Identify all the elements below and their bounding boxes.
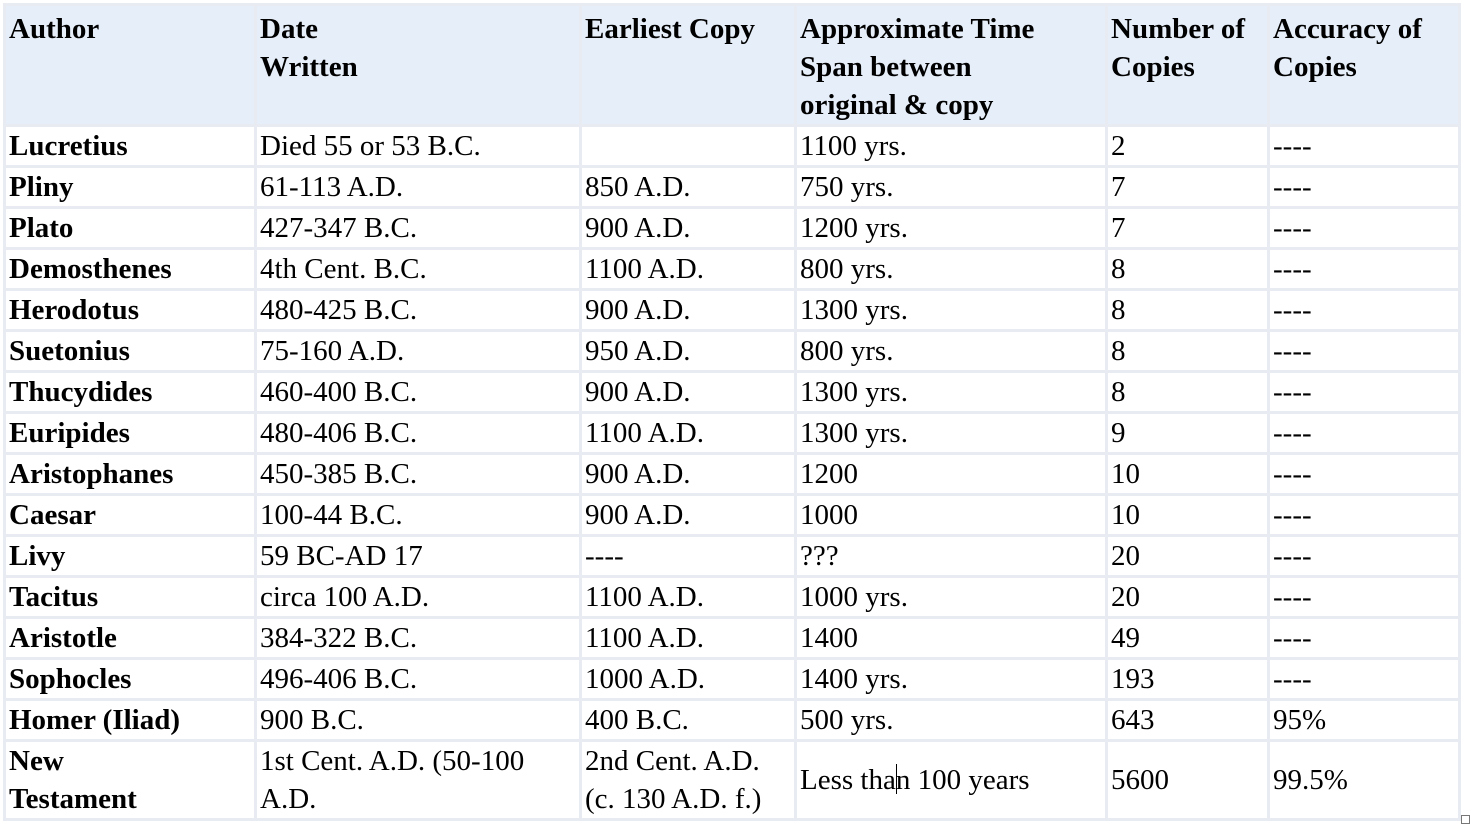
cell-earliest-copy[interactable] — [581, 167, 796, 208]
cell-date-written[interactable] — [256, 700, 581, 741]
cell-author-text: Suetonius — [9, 335, 130, 367]
cell-number-of-copies[interactable] — [1107, 249, 1269, 290]
header-span-line-2: Span between — [800, 51, 972, 83]
manuscript-comparison-table[interactable] — [3, 3, 1461, 821]
cell-time-span-text: 1300 yrs. — [800, 376, 908, 408]
cell-date-written[interactable] — [256, 577, 581, 618]
cell-number-of-copies-text: 7 — [1111, 171, 1126, 203]
cell-earliest-copy[interactable] — [581, 618, 796, 659]
cell-earliest-copy-text: 1100 A.D. — [585, 581, 704, 613]
cell-date-written-text: 460-400 B.C. — [260, 376, 418, 408]
cell-accuracy[interactable] — [1269, 126, 1460, 167]
table-body-last — [5, 741, 1460, 820]
cell-accuracy[interactable] — [1269, 208, 1460, 249]
manuscript-table-container — [3, 3, 1458, 821]
header-date-written[interactable] — [256, 5, 581, 126]
cell-author-text: Thucydides — [9, 376, 153, 408]
cell-author[interactable] — [5, 618, 256, 659]
cell-earliest-copy[interactable] — [581, 454, 796, 495]
cell-author[interactable] — [5, 126, 256, 167]
header-time-span[interactable] — [796, 5, 1107, 126]
header-author-line: Author — [9, 13, 100, 45]
table-body — [5, 126, 1460, 741]
cell-accuracy[interactable] — [1269, 454, 1460, 495]
cell-date-line-2: A.D. — [260, 783, 317, 815]
cell-author-line-2: Testament — [9, 783, 137, 815]
cell-number-of-copies[interactable] — [1107, 700, 1269, 741]
cell-earliest-copy[interactable] — [581, 331, 796, 372]
cell-author[interactable] — [5, 331, 256, 372]
cell-author-text: Pliny — [9, 171, 74, 203]
cell-earliest-copy-text: 1000 A.D. — [585, 663, 706, 695]
cell-earliest-copy[interactable] — [581, 577, 796, 618]
header-accuracy[interactable] — [1269, 5, 1460, 126]
header-number-of-copies[interactable] — [1107, 5, 1269, 126]
cell-number-of-copies-text: 193 — [1111, 663, 1155, 695]
cell-number-of-copies-text: 10 — [1111, 458, 1140, 490]
cell-accuracy[interactable] — [1269, 249, 1460, 290]
cell-author[interactable] — [5, 454, 256, 495]
cell-accuracy-text: 99.5% — [1273, 764, 1348, 796]
cell-date-line-1: 1st Cent. A.D. (50-100 — [260, 745, 525, 777]
cell-span-text-before: Less tha — [800, 764, 896, 796]
cell-earliest-copy-text: 900 A.D. — [585, 212, 691, 244]
cell-earliest-copy[interactable] — [581, 208, 796, 249]
cell-author-text: Aristophanes — [9, 458, 174, 490]
header-accuracy-line-2: Copies — [1273, 51, 1357, 83]
cell-author-text: Sophocles — [9, 663, 132, 695]
cell-number-of-copies-text: 2 — [1111, 130, 1126, 162]
cell-date-written-text: 480-425 B.C. — [260, 294, 418, 326]
cell-author-line-1: New — [9, 745, 64, 777]
cell-time-span[interactable] — [796, 249, 1107, 290]
cell-date-written-text: 384-322 B.C. — [260, 622, 418, 654]
cell-date-written-text: 450-385 B.C. — [260, 458, 418, 490]
cell-date-written[interactable] — [256, 495, 581, 536]
table-row-new-testament — [5, 741, 1460, 820]
cell-number-of-copies[interactable] — [1107, 618, 1269, 659]
table-row — [5, 454, 1460, 495]
cell-author[interactable] — [5, 167, 256, 208]
cell-number-of-copies[interactable] — [1107, 577, 1269, 618]
cell-accuracy[interactable] — [1269, 536, 1460, 577]
cell-author[interactable] — [5, 659, 256, 700]
cell-date-written-text: circa 100 A.D. — [260, 581, 430, 613]
cell-date-written-text: 496-406 B.C. — [260, 663, 418, 695]
cell-number-of-copies[interactable] — [1107, 126, 1269, 167]
cell-accuracy-text: ---- — [1273, 294, 1312, 326]
cell-earliest-copy-text: 1100 A.D. — [585, 417, 704, 449]
cell-earliest-copy-text: 400 B.C. — [585, 704, 689, 736]
cell-accuracy[interactable] — [1269, 495, 1460, 536]
cell-number-of-copies-text: 8 — [1111, 253, 1126, 285]
header-date-line-2: Written — [260, 51, 358, 83]
cell-date-written-text: 100-44 B.C. — [260, 499, 403, 531]
cell-author[interactable] — [5, 700, 256, 741]
cell-date-written[interactable] — [256, 741, 581, 820]
cell-earliest-copy[interactable] — [581, 372, 796, 413]
cell-earliest-copy-text: 900 A.D. — [585, 376, 691, 408]
table-row — [5, 618, 1460, 659]
cell-number-of-copies[interactable] — [1107, 290, 1269, 331]
cell-earliest-copy-text: 950 A.D. — [585, 335, 691, 367]
cell-accuracy-text: ---- — [1273, 581, 1312, 613]
cell-number-of-copies-text: 8 — [1111, 376, 1126, 408]
cell-number-of-copies-text: 10 — [1111, 499, 1140, 531]
cell-number-of-copies[interactable] — [1107, 659, 1269, 700]
cell-date-written[interactable] — [256, 208, 581, 249]
cell-number-of-copies[interactable] — [1107, 331, 1269, 372]
cell-span-text-after: n 100 years — [895, 764, 1030, 796]
cell-author-text: Tacitus — [9, 581, 99, 613]
cell-time-span-text: 1200 — [800, 458, 858, 490]
cell-accuracy-text: ---- — [1273, 622, 1312, 654]
table-row — [5, 536, 1460, 577]
cell-number-of-copies[interactable] — [1107, 454, 1269, 495]
cell-number-of-copies[interactable] — [1107, 536, 1269, 577]
cell-author-text: Aristotle — [9, 622, 117, 654]
cell-date-written[interactable] — [256, 249, 581, 290]
cell-author-text: Homer (Iliad) — [9, 704, 181, 736]
cell-time-span-text: 1300 yrs. — [800, 294, 908, 326]
cell-accuracy[interactable] — [1269, 618, 1460, 659]
cell-earliest-line-2: (c. 130 A.D. f.) — [585, 783, 762, 815]
cell-accuracy-text: ---- — [1273, 171, 1312, 203]
cell-time-span[interactable] — [796, 167, 1107, 208]
cell-author-text: Plato — [9, 212, 74, 244]
cell-earliest-line-1: 2nd Cent. A.D. — [585, 745, 760, 777]
cell-date-written[interactable] — [256, 618, 581, 659]
cell-author[interactable] — [5, 536, 256, 577]
cell-time-span[interactable] — [796, 741, 1107, 820]
cell-author[interactable] — [5, 372, 256, 413]
cell-author[interactable] — [5, 741, 256, 820]
cell-accuracy[interactable] — [1269, 659, 1460, 700]
cell-date-written[interactable] — [256, 413, 581, 454]
cell-author[interactable] — [5, 495, 256, 536]
cell-number-of-copies[interactable] — [1107, 413, 1269, 454]
cell-number-of-copies[interactable] — [1107, 495, 1269, 536]
cell-time-span-text: 1000 yrs. — [800, 581, 908, 613]
cell-earliest-copy[interactable] — [581, 700, 796, 741]
header-number-line-1: Number of — [1111, 13, 1245, 45]
cell-number-of-copies[interactable] — [1107, 741, 1269, 820]
cell-author[interactable] — [5, 290, 256, 331]
cell-author[interactable] — [5, 577, 256, 618]
cell-time-span-text: 750 yrs. — [800, 171, 894, 203]
table-row — [5, 331, 1460, 372]
cell-time-span-text: 1300 yrs. — [800, 417, 908, 449]
header-accuracy-line-1: Accuracy of — [1273, 13, 1422, 45]
cell-accuracy-text: ---- — [1273, 458, 1312, 490]
cell-time-span-text: 1000 — [800, 499, 858, 531]
cell-time-span[interactable] — [796, 536, 1107, 577]
table-row — [5, 290, 1460, 331]
table-row — [5, 700, 1460, 741]
table-row — [5, 495, 1460, 536]
cell-accuracy[interactable] — [1269, 413, 1460, 454]
table-row — [5, 167, 1460, 208]
cell-time-span-text: 1400 — [800, 622, 858, 654]
cell-date-written-text: 480-406 B.C. — [260, 417, 418, 449]
cell-date-written[interactable] — [256, 126, 581, 167]
table-row — [5, 577, 1460, 618]
cell-author[interactable] — [5, 249, 256, 290]
cell-earliest-copy-text: 850 A.D. — [585, 171, 691, 203]
cell-earliest-copy[interactable] — [581, 413, 796, 454]
cell-date-written[interactable] — [256, 290, 581, 331]
cell-author[interactable] — [5, 208, 256, 249]
cell-earliest-copy-text: 1100 A.D. — [585, 622, 704, 654]
table-row — [5, 249, 1460, 290]
table-row — [5, 208, 1460, 249]
cell-time-span[interactable] — [796, 372, 1107, 413]
cell-time-span[interactable] — [796, 659, 1107, 700]
cell-earliest-copy[interactable] — [581, 536, 796, 577]
cell-number-of-copies-text: 20 — [1111, 540, 1140, 572]
cell-time-span[interactable] — [796, 618, 1107, 659]
cell-date-written[interactable] — [256, 167, 581, 208]
header-span-line-1: Approximate Time — [800, 13, 1035, 45]
cell-date-written-text: 59 BC-AD 17 — [260, 540, 423, 572]
cell-accuracy[interactable] — [1269, 372, 1460, 413]
cell-number-of-copies[interactable] — [1107, 167, 1269, 208]
cell-time-span[interactable] — [796, 413, 1107, 454]
cell-earliest-copy-text: 900 A.D. — [585, 458, 691, 490]
cell-earliest-copy[interactable] — [581, 290, 796, 331]
header-earliest-line: Earliest Copy — [585, 13, 755, 45]
table-row — [5, 372, 1460, 413]
cell-number-of-copies[interactable] — [1107, 208, 1269, 249]
cell-date-written-text: 61-113 A.D. — [260, 171, 404, 203]
cell-time-span-text: 1400 yrs. — [800, 663, 908, 695]
header-author[interactable] — [5, 5, 256, 126]
cell-date-written-text: 4th Cent. B.C. — [260, 253, 427, 285]
cell-time-span-text: ??? — [800, 540, 839, 572]
header-span-line-3: original & copy — [800, 89, 994, 121]
cell-number-of-copies-text: 7 — [1111, 212, 1126, 244]
cell-time-span-text: 800 yrs. — [800, 253, 894, 285]
table-resize-handle[interactable] — [1461, 815, 1470, 824]
cell-time-span-text: 500 yrs. — [800, 704, 894, 736]
cell-accuracy-text: ---- — [1273, 335, 1312, 367]
cell-time-span[interactable] — [796, 290, 1107, 331]
cell-earliest-copy[interactable] — [581, 659, 796, 700]
cell-accuracy[interactable] — [1269, 290, 1460, 331]
header-number-line-2: Copies — [1111, 51, 1195, 83]
cell-earliest-copy[interactable] — [581, 741, 796, 820]
cell-number-of-copies-text: 8 — [1111, 335, 1126, 367]
cell-time-span[interactable] — [796, 331, 1107, 372]
table-row — [5, 659, 1460, 700]
cell-accuracy-text: ---- — [1273, 130, 1312, 162]
cell-author-text: Euripides — [9, 417, 130, 449]
cell-date-written[interactable] — [256, 372, 581, 413]
cell-accuracy-text: ---- — [1273, 212, 1312, 244]
cell-accuracy[interactable] — [1269, 167, 1460, 208]
cell-date-written[interactable] — [256, 536, 581, 577]
cell-time-span[interactable] — [796, 577, 1107, 618]
cell-accuracy[interactable] — [1269, 331, 1460, 372]
cell-number-of-copies-text: 643 — [1111, 704, 1155, 736]
cell-number-of-copies-text: 9 — [1111, 417, 1126, 449]
cell-time-span[interactable] — [796, 700, 1107, 741]
cell-earliest-copy[interactable] — [581, 126, 796, 167]
cell-date-written-text: 900 B.C. — [260, 704, 364, 736]
cell-earliest-copy[interactable] — [581, 495, 796, 536]
cell-date-written[interactable] — [256, 331, 581, 372]
cell-earliest-copy-text: 900 A.D. — [585, 499, 691, 531]
cell-time-span[interactable] — [796, 126, 1107, 167]
cell-date-written-text: Died 55 or 53 B.C. — [260, 130, 481, 162]
cell-number-text: 5600 — [1111, 764, 1169, 796]
cell-time-span-text: 1100 yrs. — [800, 130, 907, 162]
header-earliest-copy[interactable] — [581, 5, 796, 126]
cell-earliest-copy-text: 900 A.D. — [585, 294, 691, 326]
cell-accuracy-text: ---- — [1273, 417, 1312, 449]
cell-accuracy-text: ---- — [1273, 663, 1312, 695]
cell-accuracy-text: ---- — [1273, 540, 1312, 572]
cell-number-of-copies-text: 8 — [1111, 294, 1126, 326]
cell-accuracy-text: ---- — [1273, 499, 1312, 531]
cell-number-of-copies[interactable] — [1107, 372, 1269, 413]
cell-earliest-copy-text: ---- — [585, 540, 624, 572]
header-date-line-1: Date — [260, 13, 318, 45]
header-row — [5, 5, 1460, 126]
cell-earliest-copy-text: 1100 A.D. — [585, 253, 704, 285]
cell-author[interactable] — [5, 413, 256, 454]
cell-time-span-text: 1200 yrs. — [800, 212, 908, 244]
cell-accuracy[interactable] — [1269, 700, 1460, 741]
cell-author-text: Caesar — [9, 499, 96, 531]
cell-author-text: Herodotus — [9, 294, 139, 326]
cell-earliest-copy[interactable] — [581, 249, 796, 290]
cell-number-of-copies-text: 49 — [1111, 622, 1140, 654]
cell-author-text: Livy — [9, 540, 66, 572]
cell-time-span[interactable] — [796, 208, 1107, 249]
cell-time-span[interactable] — [796, 454, 1107, 495]
cell-date-written-text: 427-347 B.C. — [260, 212, 418, 244]
cell-accuracy-text: ---- — [1273, 376, 1312, 408]
cell-accuracy-text: 95% — [1273, 704, 1327, 736]
cell-date-written-text: 75-160 A.D. — [260, 335, 405, 367]
cell-time-span-text: 800 yrs. — [800, 335, 894, 367]
cell-author-text: Demosthenes — [9, 253, 172, 285]
table-row — [5, 413, 1460, 454]
cell-date-written[interactable] — [256, 659, 581, 700]
cell-accuracy[interactable] — [1269, 741, 1460, 820]
cell-time-span[interactable] — [796, 495, 1107, 536]
cell-accuracy-text: ---- — [1273, 253, 1312, 285]
cell-date-written[interactable] — [256, 454, 581, 495]
cell-author-text: Lucretius — [9, 130, 128, 162]
cell-accuracy[interactable] — [1269, 577, 1460, 618]
cell-number-of-copies-text: 20 — [1111, 581, 1140, 613]
table-row — [5, 126, 1460, 167]
